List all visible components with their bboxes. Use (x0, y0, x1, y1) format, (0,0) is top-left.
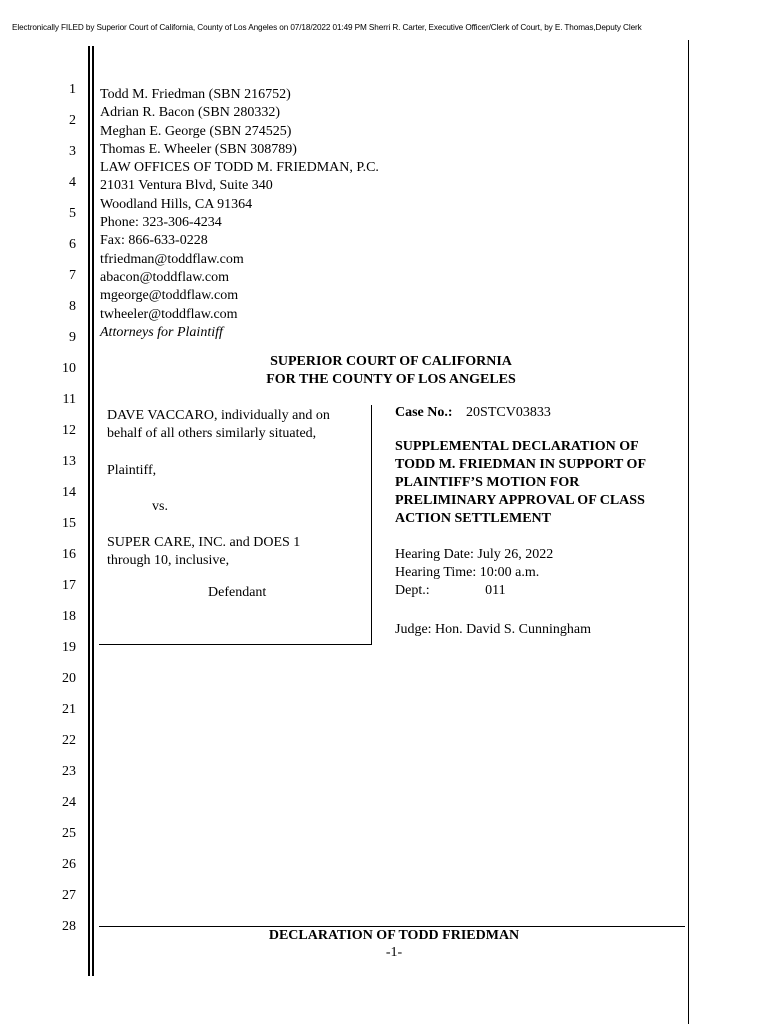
left-margin-rule-outer (88, 46, 90, 976)
fax: Fax: 866-633-0228 (100, 233, 208, 249)
line-number: 11 (62, 392, 76, 407)
left-margin-rule-inner (92, 46, 94, 976)
line-number: 4 (69, 175, 76, 190)
line-number: 10 (62, 361, 76, 376)
document-title-line: ACTION SETTLEMENT (395, 511, 551, 526)
defendant-label: Defendant (208, 585, 267, 600)
line-number: 20 (62, 671, 76, 686)
defendant-description: through 10, inclusive, (107, 553, 230, 568)
document-title-line: PRELIMINARY APPROVAL OF CLASS (395, 493, 645, 508)
judge: Judge: Hon. David S. Cunningham (395, 622, 591, 637)
top-rule (688, 40, 689, 48)
document-title-line: TODD M. FRIEDMAN IN SUPPORT OF (395, 457, 646, 472)
line-number: 17 (62, 578, 76, 593)
page-number: -1- (385, 945, 403, 960)
line-number: 25 (62, 826, 76, 841)
caption-divider-horizontal (99, 644, 372, 645)
court-heading (100, 353, 682, 389)
document-title-line: SUPPLEMENTAL DECLARATION OF (395, 439, 639, 454)
case-number-row (395, 404, 685, 422)
caption-divider-vertical (371, 405, 372, 645)
line-number: 28 (62, 919, 76, 934)
line-number: 16 (62, 547, 76, 562)
email: mgeorge@toddflaw.com (100, 288, 239, 304)
plaintiff-label: Plaintiff, (107, 463, 157, 478)
versus: vs. (152, 499, 168, 514)
email: abacon@toddflaw.com (100, 269, 229, 285)
attorney-line: Adrian R. Bacon (SBN 280332) (100, 105, 281, 121)
document-title (395, 438, 685, 528)
attorney-line: Thomas E. Wheeler (SBN 308789) (100, 141, 297, 157)
line-number: 13 (62, 454, 76, 469)
attorney-line: Todd M. Friedman (SBN 216752) (100, 87, 291, 102)
address-line: 21031 Ventura Blvd, Suite 340 (100, 178, 273, 194)
law-office-name: LAW OFFICES OF TODD M. FRIEDMAN, P.C. (100, 160, 379, 176)
hearing-date: Hearing Date: July 26, 2022 (395, 547, 554, 562)
phone: Phone: 323-306-4234 (100, 215, 222, 231)
case-number-label: Case No.: (395, 405, 453, 420)
filed-stamp: Electronically FILED by Superior Court of California, County of Los Angeles on 07/18/2022 01:49 PM Sherri R. Carter, Executive Officer/Clerk of Court, by E. Thomas,Deputy Clerk (12, 23, 642, 32)
attorney-block (100, 86, 379, 342)
email: twheeler@toddflaw.com (100, 306, 238, 322)
court-name: SUPERIOR COURT OF CALIFORNIA (270, 354, 512, 369)
court-county: FOR THE COUNTY OF LOS ANGELES (266, 372, 516, 387)
footer-title: DECLARATION OF TODD FRIEDMAN (268, 928, 520, 943)
address-line: Woodland Hills, CA 91364 (100, 196, 253, 212)
right-margin-rule (688, 46, 689, 1024)
line-number: 9 (69, 330, 76, 345)
line-number: 24 (62, 795, 76, 810)
plaintiff-name: DAVE VACCARO, individually and on (107, 408, 330, 423)
line-number: 6 (69, 237, 76, 252)
line-number: 12 (62, 423, 76, 438)
line-number: 23 (62, 764, 76, 779)
attorney-line: Meghan E. George (SBN 274525) (100, 123, 292, 139)
line-number: 14 (62, 485, 76, 500)
line-number: 19 (62, 640, 76, 655)
footer-rule (99, 926, 685, 927)
parties-block (107, 407, 367, 602)
department: 011 (485, 583, 506, 598)
line-number: 15 (62, 516, 76, 531)
case-info-block (395, 404, 685, 639)
line-number: 3 (69, 144, 76, 159)
plaintiff-description: behalf of all others similarly situated, (107, 426, 317, 441)
line-number: 27 (62, 888, 76, 903)
department-row (395, 582, 685, 600)
case-number: 20STCV03833 (466, 405, 551, 420)
line-number: 18 (62, 609, 76, 624)
line-number: 5 (69, 206, 76, 221)
line-number: 22 (62, 733, 76, 748)
document-title-line: PLAINTIFF’S MOTION FOR (395, 475, 580, 490)
email: tfriedman@toddflaw.com (100, 251, 244, 267)
attorney-role: Attorneys for Plaintiff (100, 324, 223, 340)
line-number: 8 (69, 299, 76, 314)
line-number: 7 (69, 268, 76, 283)
department-label: Dept.: (395, 583, 430, 598)
line-number: 1 (69, 82, 76, 97)
defendant-name: SUPER CARE, INC. and DOES 1 (107, 535, 301, 550)
line-number: 26 (62, 857, 76, 872)
line-number: 2 (69, 113, 76, 128)
hearing-time: Hearing Time: 10:00 a.m. (395, 565, 540, 580)
line-number: 21 (62, 702, 76, 717)
